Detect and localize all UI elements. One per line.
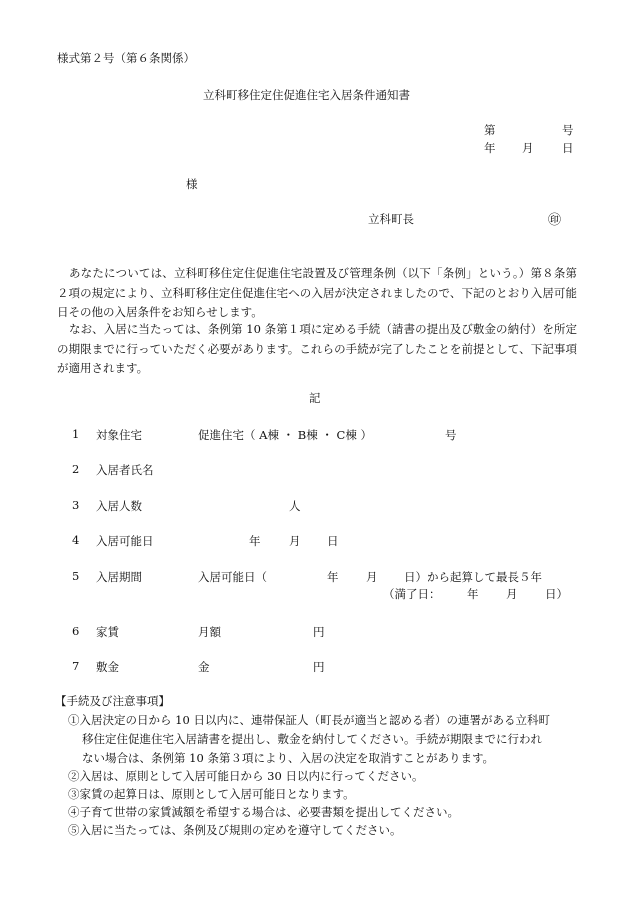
ref-no-suffix: 号	[562, 123, 574, 137]
note-5: ⑤入居に当たっては、条例及び規則の定めを遵守してください。	[68, 823, 402, 837]
item-2-label: 入居者氏名	[96, 463, 154, 477]
item-3-number: 3	[72, 498, 80, 512]
note-2: ②入居は、原則として入居可能日から 30 日以内に行ってください。	[68, 769, 424, 783]
note-1-line-2: 移住定住促進住宅入居請書を提出し、敷金を納付してください。手続が期限までに行われ	[82, 732, 542, 746]
item-5-label: 入居期間	[96, 570, 142, 584]
ref-no-prefix: 第	[484, 123, 496, 137]
date-month: 月	[522, 141, 534, 155]
item-4-number: 4	[72, 533, 80, 547]
item-5-expire-year: 年	[467, 587, 479, 601]
item-4-year: 年	[249, 534, 261, 548]
item-6-sub: 月額	[198, 625, 221, 639]
item-4-label: 入居可能日	[96, 534, 154, 548]
item-5-suffix: 日）から起算して最長５年	[404, 570, 542, 584]
notes-heading: 【手続及び注意事項】	[55, 694, 170, 708]
item-5-number: 5	[72, 569, 80, 583]
item-5-year: 年	[327, 570, 339, 584]
note-4: ④子育て世帯の家賃減額を希望する場合は、必要書類を提出してください。	[68, 805, 459, 819]
item-7-unit: 円	[313, 660, 325, 674]
item-3-unit: 人	[289, 499, 301, 513]
date-day: 日	[562, 141, 574, 155]
item-3-label: 入居人数	[96, 499, 142, 513]
item-6-unit: 円	[313, 625, 325, 639]
item-7-number: 7	[72, 659, 80, 673]
item-1-value: 促進住宅（ A棟 ・ B棟 ・ C棟 ）	[198, 428, 372, 442]
ki-heading: 記	[309, 391, 321, 405]
item-5-expire-day: 日）	[545, 587, 568, 601]
addressee-honorific: 様	[186, 177, 198, 191]
item-1-label: 対象住宅	[96, 428, 142, 442]
sender-name: 立科町長	[368, 212, 414, 226]
item-5-prefix: 入居可能日（	[198, 570, 267, 584]
date-year: 年	[484, 141, 496, 155]
item-7-sub: 金	[198, 660, 210, 674]
item-5-expire-month: 月	[506, 587, 518, 601]
body-paragraph-2: なお、入居に当たっては、条例第 10 条第１項に定める手続（請書の提出及び敷金の納付）を所定の期限までに行っていただく必要があります。これらの手続が完了したことを前提として、下記事項が適用されます。	[57, 322, 577, 375]
item-5-month: 月	[366, 570, 378, 584]
note-3: ③家賃の起算日は、原則として入居可能日となります。	[68, 787, 355, 801]
note-1-line-3: ない場合は、条例第 10 条第３項により、入居の決定を取消すことがあります。	[82, 751, 495, 765]
item-6-number: 6	[72, 624, 80, 638]
seal-mark: ㊞	[548, 213, 562, 228]
document-title: 立科町移住定住促進住宅入居条件通知書	[203, 88, 410, 102]
item-5-expire-prefix: （満了日：	[383, 587, 441, 601]
item-1-suffix: 号	[445, 428, 457, 442]
form-number: 様式第２号（第６条関係）	[57, 51, 195, 65]
item-1-number: 1	[72, 427, 80, 441]
item-6-label: 家賃	[96, 625, 119, 639]
body-paragraph-1: あなたについては、立科町移住定住促進住宅設置及び管理条例（以下「条例」という。）第８条第２項の規定により、立科町移住定住促進住宅への入居が決定されましたので、下記のとおり入居可能日その他の入居条件をお知らせします。	[57, 266, 577, 319]
note-1-line-1: ①入居決定の日から 10 日以内に、連帯保証人（町長が適当と認める者）の連署がある立科町	[68, 713, 550, 727]
item-4-month: 月	[289, 534, 301, 548]
item-2-number: 2	[72, 462, 80, 476]
item-7-label: 敷金	[96, 660, 119, 674]
item-4-day: 日	[327, 534, 339, 548]
